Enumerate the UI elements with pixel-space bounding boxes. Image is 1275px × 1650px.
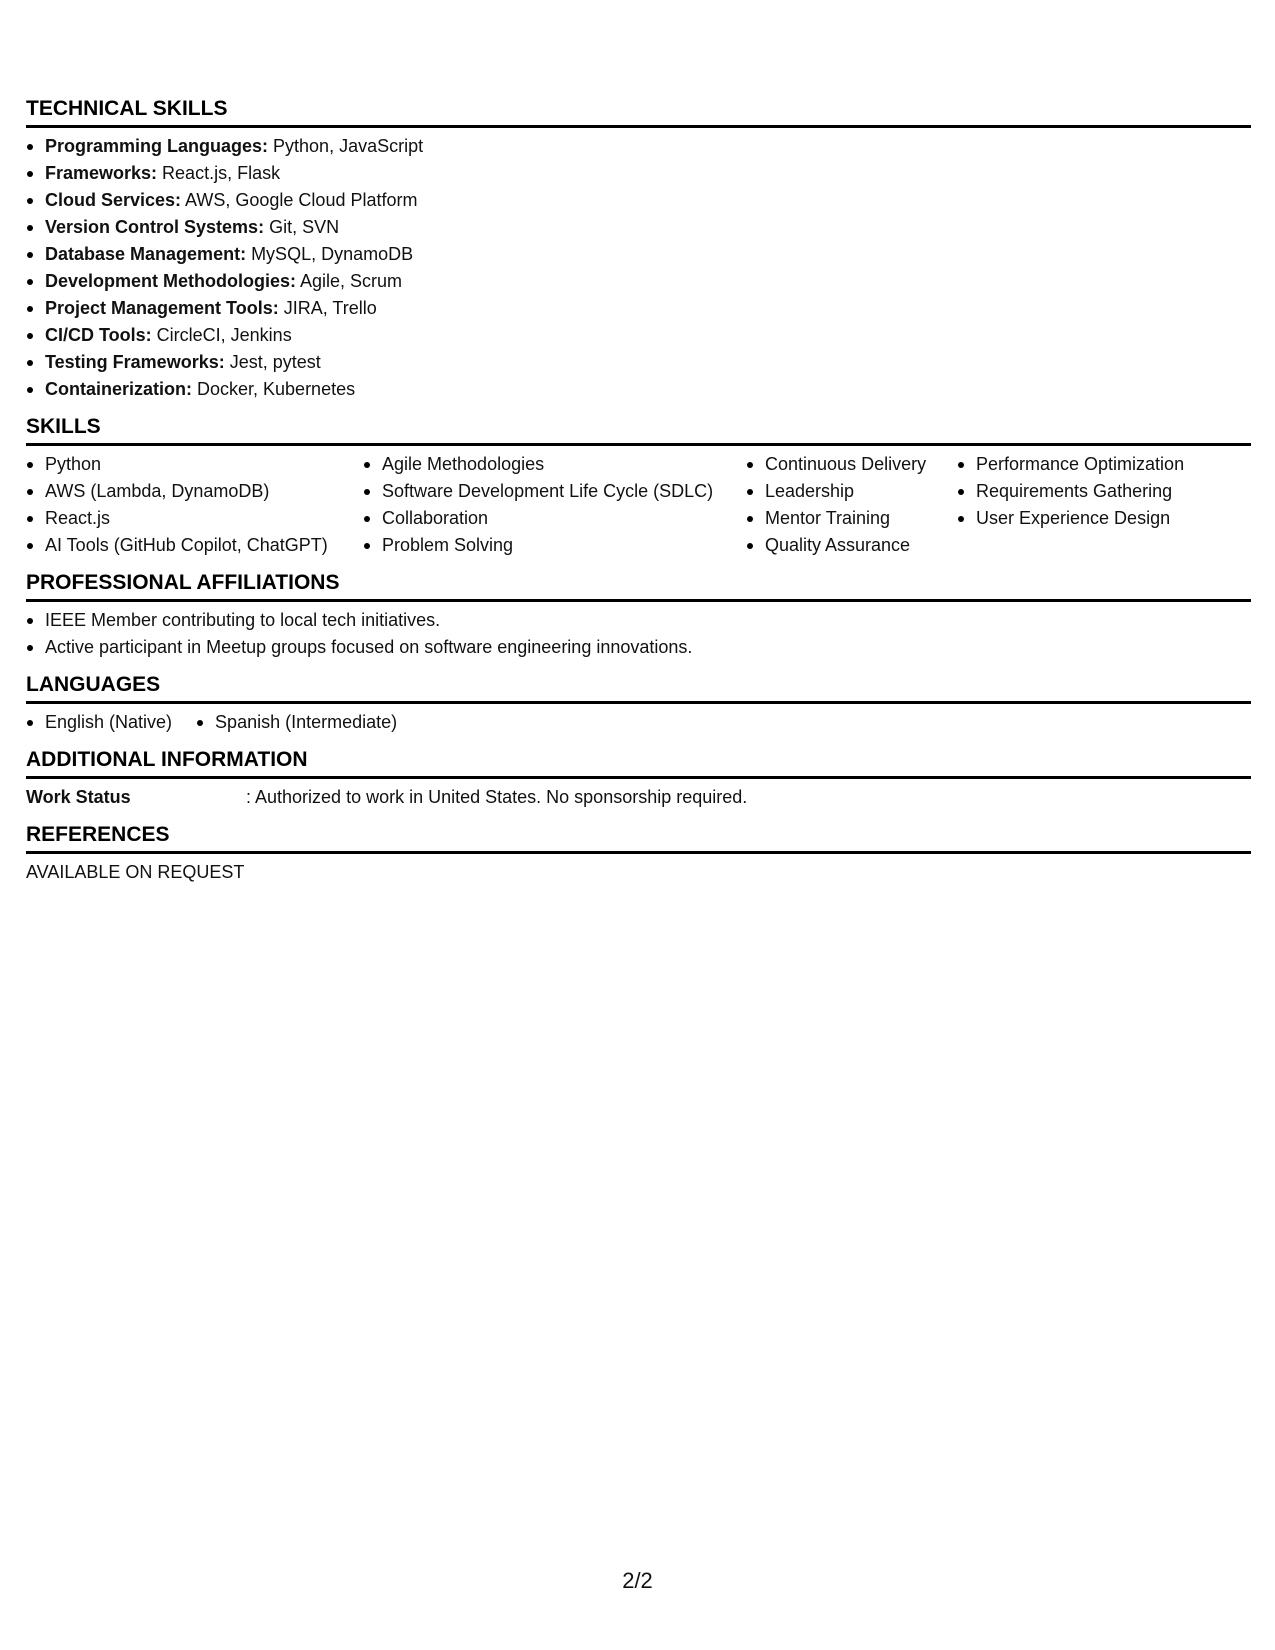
skill-category-label: Programming Languages:: [45, 136, 269, 156]
skill-category-label: Testing Frameworks:: [45, 352, 225, 372]
skill-category-label: Containerization:: [45, 379, 192, 399]
skill-category-label: Project Management Tools:: [45, 298, 279, 318]
list-item: Quality Assurance: [746, 532, 957, 559]
technical-skills-list: [26, 133, 1251, 403]
skill-category-value: React.js, Flask: [157, 163, 281, 183]
list-item: Requirements Gathering: [957, 478, 1237, 505]
list-item: Python: [26, 451, 363, 478]
skills-column-3: [746, 451, 957, 559]
list-item: React.js: [26, 505, 363, 532]
list-item: Active participant in Meetup groups focused on software engineering innovations.: [26, 634, 1251, 661]
skill-category-value: Jest, pytest: [224, 352, 321, 372]
list-item: Continuous Delivery: [746, 451, 957, 478]
affiliations-list: [26, 607, 1251, 661]
skill-category-value: CircleCI, Jenkins: [151, 325, 292, 345]
skill-category-label: Development Methodologies:: [45, 271, 297, 291]
skill-category-label: Frameworks:: [45, 163, 158, 183]
list-item: [26, 241, 1251, 268]
list-item: English (Native): [26, 709, 172, 736]
list-item: Agile Methodologies: [363, 451, 746, 478]
languages-section: [26, 672, 1251, 736]
list-item: Mentor Training: [746, 505, 957, 532]
work-status-label: Work Status: [26, 787, 131, 807]
list-item: [26, 160, 1251, 187]
list-item: [26, 322, 1251, 349]
technical-skills-section: [26, 96, 1251, 403]
list-item: User Experience Design: [957, 505, 1237, 532]
section-title-technical-skills: TECHNICAL SKILLS: [26, 96, 1251, 128]
list-item: AWS (Lambda, DynamoDB): [26, 478, 363, 505]
section-title-additional-info: ADDITIONAL INFORMATION: [26, 747, 1251, 779]
skill-category-label: Version Control Systems:: [45, 217, 265, 237]
work-status-row: [26, 784, 1251, 811]
list-item: [26, 268, 1251, 295]
skill-category-value: Docker, Kubernetes: [192, 379, 356, 399]
skill-category-value: Git, SVN: [264, 217, 340, 237]
skills-grid: [26, 451, 1251, 559]
skills-column-1: [26, 451, 363, 559]
additional-info-section: [26, 747, 1251, 811]
resume-page: [26, 96, 1251, 897]
section-title-affiliations: PROFESSIONAL AFFILIATIONS: [26, 570, 1251, 602]
affiliations-section: [26, 570, 1251, 661]
skills-column-2: [363, 451, 746, 559]
section-title-languages: LANGUAGES: [26, 672, 1251, 704]
skill-category-label: CI/CD Tools:: [45, 325, 152, 345]
section-title-skills: SKILLS: [26, 414, 1251, 446]
skill-category-value: Agile, Scrum: [296, 271, 403, 291]
section-title-references: REFERENCES: [26, 822, 1251, 854]
list-item: Problem Solving: [363, 532, 746, 559]
languages-list: [26, 709, 1251, 736]
skills-section: [26, 414, 1251, 559]
references-section: [26, 822, 1251, 886]
list-item: Spanish (Intermediate): [196, 709, 397, 736]
list-item: Software Development Life Cycle (SDLC): [363, 478, 746, 505]
page-number: 2/2: [622, 1568, 653, 1593]
list-item: [26, 376, 1251, 403]
list-item: [26, 214, 1251, 241]
list-item: Performance Optimization: [957, 451, 1237, 478]
work-status-value: : Authorized to work in United States. No sponsorship required.: [246, 787, 748, 807]
list-item: Leadership: [746, 478, 957, 505]
skills-column-4: [957, 451, 1237, 559]
list-item: [26, 349, 1251, 376]
skill-category-value: Python, JavaScript: [268, 136, 424, 156]
skill-category-value: MySQL, DynamoDB: [246, 244, 414, 264]
list-item: [26, 295, 1251, 322]
list-item: IEEE Member contributing to local tech initiatives.: [26, 607, 1251, 634]
references-text: AVAILABLE ON REQUEST: [26, 862, 245, 882]
skill-category-label: Database Management:: [45, 244, 247, 264]
skill-category-value: AWS, Google Cloud Platform: [181, 190, 418, 210]
skill-category-value: JIRA, Trello: [278, 298, 377, 318]
list-item: [26, 187, 1251, 214]
list-item: Collaboration: [363, 505, 746, 532]
skill-category-label: Cloud Services:: [45, 190, 182, 210]
list-item: AI Tools (GitHub Copilot, ChatGPT): [26, 532, 363, 559]
list-item: [26, 133, 1251, 160]
